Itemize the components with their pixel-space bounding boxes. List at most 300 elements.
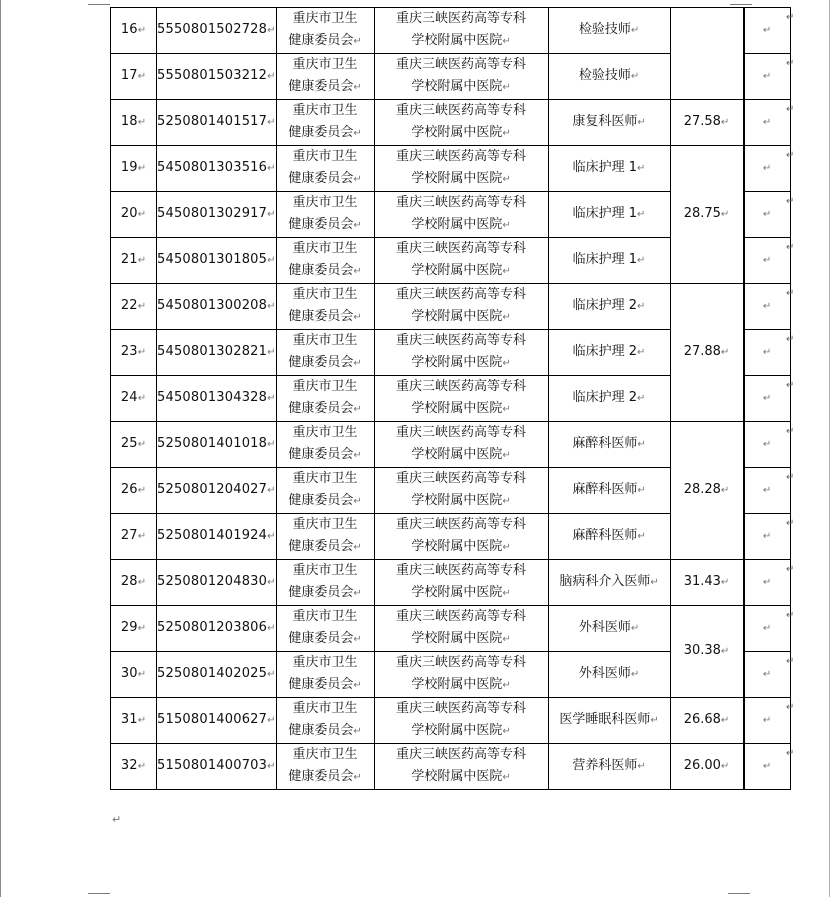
cell-end-mark: ↵	[637, 301, 646, 312]
seq-no-text: 22	[120, 298, 138, 313]
cell-candidate-id	[157, 652, 277, 698]
cell-end-mark: ↵	[353, 680, 362, 691]
cell-position	[548, 698, 670, 744]
cell-end-mark: ↵	[762, 393, 772, 404]
cell-end-mark: ↵	[267, 347, 276, 358]
unit-line-1: 重庆三峡医药高等专科	[396, 287, 527, 302]
crop-mark-bottom-left	[88, 893, 110, 894]
unit-line-2: 学校附属中医院	[411, 585, 503, 600]
unit-line-1: 重庆三峡医药高等专科	[396, 333, 527, 348]
cell-end-mark: ↵	[267, 255, 276, 266]
cell-end-mark: ↵	[137, 761, 147, 772]
unit-line-1: 重庆三峡医药高等专科	[396, 517, 527, 532]
position-text: 外科医师	[578, 666, 631, 681]
table-row	[111, 744, 791, 790]
department-line-2-wrap	[277, 766, 374, 789]
row-end-mark: ↵	[786, 288, 795, 299]
results-table	[110, 7, 791, 790]
cell-end-mark: ↵	[353, 128, 362, 139]
seq-no-text: 23	[120, 344, 138, 359]
score-value: 28.28	[683, 482, 721, 497]
cell-unit	[374, 744, 548, 790]
unit-line-2-wrap	[375, 352, 548, 375]
cell-unit	[374, 560, 548, 606]
cell-remark	[744, 468, 790, 514]
cell-remark	[744, 744, 790, 790]
position-text: 临床护理 1	[572, 160, 638, 175]
row-end-mark: ↵	[786, 656, 795, 667]
cell-end-mark: ↵	[502, 542, 511, 553]
cell-end-mark: ↵	[502, 36, 511, 47]
unit-line-2: 学校附属中医院	[411, 677, 503, 692]
cell-end-mark: ↵	[502, 772, 511, 783]
department-line-1: 重庆市卫生	[292, 11, 358, 26]
score-value: 28.75	[683, 206, 721, 221]
cell-department	[276, 468, 374, 514]
cell-end-mark: ↵	[353, 450, 362, 461]
cell-remark	[744, 376, 790, 422]
unit-line-2-wrap	[375, 444, 548, 467]
cell-unit	[374, 192, 548, 238]
paragraph-mark: ↵	[112, 813, 122, 826]
position-text: 检验技师	[578, 68, 631, 83]
cell-end-mark: ↵	[353, 82, 362, 93]
cell-end-mark: ↵	[720, 761, 730, 772]
cell-end-mark: ↵	[762, 209, 772, 220]
cell-remark	[744, 284, 790, 330]
cell-end-mark: ↵	[137, 669, 147, 680]
unit-line-2-wrap	[375, 490, 548, 513]
department-line-2-wrap	[277, 30, 374, 53]
cell-end-mark: ↵	[762, 255, 772, 266]
unit-line-2: 学校附属中医院	[411, 125, 503, 140]
cell-end-mark: ↵	[630, 669, 640, 680]
candidate-id-text: 5450801300208	[157, 298, 268, 313]
cell-score	[670, 560, 743, 606]
unit-line-1: 重庆三峡医药高等专科	[396, 609, 527, 624]
position-text: 临床护理 2	[572, 390, 638, 405]
cell-unit	[374, 284, 548, 330]
candidate-id-text: 5150801400703	[157, 758, 268, 773]
cell-end-mark: ↵	[353, 174, 362, 185]
cell-end-mark: ↵	[720, 117, 730, 128]
department-line-2: 健康委员会	[288, 401, 354, 416]
candidate-id-text: 5550801502728	[157, 22, 268, 37]
cell-remark	[744, 146, 790, 192]
cell-end-mark: ↵	[137, 485, 147, 496]
unit-line-2: 学校附属中医院	[411, 723, 503, 738]
cell-end-mark: ↵	[637, 393, 646, 404]
unit-line-2-wrap	[375, 674, 548, 697]
cell-end-mark: ↵	[353, 634, 362, 645]
unit-line-2: 学校附属中医院	[411, 309, 503, 324]
cell-end-mark: ↵	[267, 393, 276, 404]
position-text: 康复科医师	[572, 114, 638, 129]
unit-line-2-wrap	[375, 582, 548, 605]
row-end-mark: ↵	[786, 334, 795, 345]
cell-department	[276, 54, 374, 100]
cell-seq-no	[111, 560, 157, 606]
cell-department	[276, 100, 374, 146]
table-row	[111, 698, 791, 744]
unit-line-1: 重庆三峡医药高等专科	[396, 425, 527, 440]
department-line-1: 重庆市卫生	[292, 563, 358, 578]
cell-end-mark: ↵	[502, 726, 511, 737]
unit-line-2-wrap	[375, 720, 548, 743]
position-text: 脑病科介入医师	[559, 574, 651, 589]
cell-seq-no	[111, 8, 157, 54]
seq-no-text: 28	[120, 574, 138, 589]
cell-position	[548, 468, 670, 514]
cell-end-mark: ↵	[267, 25, 276, 36]
score-value: 26.00	[683, 758, 721, 773]
cell-position	[548, 284, 670, 330]
department-line-2: 健康委员会	[288, 217, 354, 232]
seq-no-text: 25	[120, 436, 138, 451]
position-text: 麻醉科医师	[572, 482, 638, 497]
cell-position	[548, 422, 670, 468]
unit-line-2: 学校附属中医院	[411, 355, 503, 370]
cell-end-mark: ↵	[137, 439, 147, 450]
cell-position	[548, 514, 670, 560]
seq-no-text: 20	[120, 206, 138, 221]
cell-department	[276, 698, 374, 744]
cell-end-mark: ↵	[630, 623, 640, 634]
position-text: 临床护理 2	[572, 344, 638, 359]
unit-line-2: 学校附属中医院	[411, 79, 503, 94]
department-line-2-wrap	[277, 306, 374, 329]
cell-department	[276, 192, 374, 238]
department-line-1: 重庆市卫生	[292, 287, 358, 302]
cell-end-mark: ↵	[762, 669, 772, 680]
cell-end-mark: ↵	[137, 715, 147, 726]
row-end-mark: ↵	[786, 702, 795, 713]
candidate-id-text: 5250801401924	[157, 528, 268, 543]
cell-end-mark: ↵	[762, 25, 772, 36]
cell-position	[548, 238, 670, 284]
unit-line-1: 重庆三峡医药高等专科	[396, 655, 527, 670]
unit-line-2: 学校附属中医院	[411, 33, 503, 48]
cell-end-mark: ↵	[353, 496, 362, 507]
cell-end-mark: ↵	[637, 531, 646, 542]
cell-end-mark: ↵	[720, 646, 730, 657]
seq-no-text: 24	[120, 390, 138, 405]
cell-seq-no	[111, 238, 157, 284]
seq-no-text: 17	[120, 68, 138, 83]
department-line-1: 重庆市卫生	[292, 241, 358, 256]
cell-seq-no	[111, 146, 157, 192]
unit-line-2: 学校附属中医院	[411, 263, 503, 278]
row-end-mark: ↵	[786, 380, 795, 391]
crop-mark-bottom-right	[728, 893, 750, 894]
department-line-1: 重庆市卫生	[292, 195, 358, 210]
cell-department	[276, 146, 374, 192]
seq-no-text: 26	[120, 482, 138, 497]
cell-candidate-id	[157, 238, 277, 284]
cell-end-mark: ↵	[637, 163, 646, 174]
seq-no-text: 31	[120, 712, 138, 727]
score-value: 27.58	[683, 114, 721, 129]
cell-remark	[744, 330, 790, 376]
cell-end-mark: ↵	[267, 669, 276, 680]
candidate-id-text: 5250801401517	[157, 114, 268, 129]
cell-end-mark: ↵	[502, 588, 511, 599]
cell-remark	[744, 238, 790, 284]
row-end-mark: ↵	[786, 748, 795, 759]
cell-end-mark: ↵	[502, 220, 511, 231]
table-row	[111, 606, 791, 652]
cell-remark	[744, 698, 790, 744]
department-line-2-wrap	[277, 352, 374, 375]
cell-end-mark: ↵	[353, 36, 362, 47]
unit-line-2-wrap	[375, 306, 548, 329]
department-line-1: 重庆市卫生	[292, 747, 358, 762]
candidate-id-text: 5450801303516	[157, 160, 268, 175]
cell-end-mark: ↵	[267, 485, 276, 496]
seq-no-text: 27	[120, 528, 138, 543]
cell-end-mark: ↵	[762, 163, 772, 174]
cell-end-mark: ↵	[762, 347, 772, 358]
seq-no-text: 16	[120, 22, 138, 37]
department-line-2-wrap	[277, 398, 374, 421]
crop-mark-top-right	[730, 4, 752, 5]
cell-end-mark: ↵	[137, 347, 147, 358]
unit-line-1: 重庆三峡医药高等专科	[396, 747, 527, 762]
position-text: 营养科医师	[572, 758, 638, 773]
department-line-2: 健康委员会	[288, 585, 354, 600]
cell-remark	[744, 192, 790, 238]
cell-position	[548, 192, 670, 238]
unit-line-2-wrap	[375, 766, 548, 789]
department-line-1: 重庆市卫生	[292, 609, 358, 624]
cell-position	[548, 54, 670, 100]
cell-seq-no	[111, 284, 157, 330]
cell-end-mark: ↵	[637, 439, 646, 450]
unit-line-1: 重庆三峡医药高等专科	[396, 701, 527, 716]
cell-end-mark: ↵	[762, 761, 772, 772]
department-line-2: 健康委员会	[288, 493, 354, 508]
cell-end-mark: ↵	[137, 117, 147, 128]
cell-end-mark: ↵	[762, 623, 772, 634]
cell-end-mark: ↵	[353, 266, 362, 277]
score-value: 26.68	[683, 712, 721, 727]
cell-end-mark: ↵	[720, 347, 730, 358]
cell-unit	[374, 8, 548, 54]
department-line-2-wrap	[277, 720, 374, 743]
cell-candidate-id	[157, 514, 277, 560]
candidate-id-text: 5250801204830	[157, 574, 268, 589]
cell-end-mark: ↵	[650, 715, 659, 726]
department-line-1: 重庆市卫生	[292, 517, 358, 532]
unit-line-2: 学校附属中医院	[411, 447, 503, 462]
department-line-1: 重庆市卫生	[292, 701, 358, 716]
department-line-2-wrap	[277, 444, 374, 467]
cell-score	[670, 146, 743, 284]
cell-end-mark: ↵	[637, 347, 646, 358]
position-text: 临床护理 1	[572, 252, 638, 267]
candidate-id-text: 5250801402025	[157, 666, 268, 681]
department-line-2: 健康委员会	[288, 447, 354, 462]
unit-line-2-wrap	[375, 30, 548, 53]
page-left-edge	[0, 0, 1, 897]
cell-end-mark: ↵	[630, 25, 640, 36]
cell-candidate-id	[157, 146, 277, 192]
row-end-mark: ↵	[786, 518, 795, 529]
unit-line-2: 学校附属中医院	[411, 769, 503, 784]
crop-mark-top-left	[88, 4, 110, 5]
unit-line-2: 学校附属中医院	[411, 401, 503, 416]
cell-unit	[374, 652, 548, 698]
department-line-2: 健康委员会	[288, 125, 354, 140]
cell-remark	[744, 100, 790, 146]
cell-candidate-id	[157, 100, 277, 146]
department-line-2: 健康委员会	[288, 769, 354, 784]
cell-unit	[374, 606, 548, 652]
unit-line-1: 重庆三峡医药高等专科	[396, 563, 527, 578]
cell-end-mark: ↵	[502, 312, 511, 323]
cell-end-mark: ↵	[502, 404, 511, 415]
cell-seq-no	[111, 330, 157, 376]
cell-end-mark: ↵	[137, 71, 147, 82]
department-line-1: 重庆市卫生	[292, 471, 358, 486]
cell-end-mark: ↵	[137, 209, 147, 220]
cell-seq-no	[111, 192, 157, 238]
candidate-id-text: 5150801400627	[157, 712, 268, 727]
cell-remark	[744, 422, 790, 468]
cell-score	[670, 284, 743, 422]
cell-department	[276, 514, 374, 560]
department-line-2-wrap	[277, 490, 374, 513]
row-end-mark: ↵	[786, 58, 795, 69]
cell-candidate-id	[157, 422, 277, 468]
seq-no-text: 32	[120, 758, 138, 773]
unit-line-2-wrap	[375, 214, 548, 237]
cell-score	[670, 606, 743, 698]
position-text: 临床护理 1	[572, 206, 638, 221]
cell-seq-no	[111, 100, 157, 146]
cell-end-mark: ↵	[267, 715, 276, 726]
cell-end-mark: ↵	[637, 209, 646, 220]
cell-candidate-id	[157, 284, 277, 330]
cell-end-mark: ↵	[137, 255, 147, 266]
cell-candidate-id	[157, 8, 277, 54]
cell-seq-no	[111, 698, 157, 744]
position-text: 麻醉科医师	[572, 436, 638, 451]
unit-line-1: 重庆三峡医药高等专科	[396, 379, 527, 394]
cell-department	[276, 8, 374, 54]
cell-remark	[744, 606, 790, 652]
candidate-id-text: 5450801304328	[157, 390, 268, 405]
row-end-mark: ↵	[786, 150, 795, 161]
cell-end-mark: ↵	[353, 726, 362, 737]
cell-candidate-id	[157, 560, 277, 606]
cell-end-mark: ↵	[267, 623, 276, 634]
cell-candidate-id	[157, 744, 277, 790]
cell-end-mark: ↵	[137, 163, 147, 174]
table-row	[111, 284, 791, 330]
unit-line-1: 重庆三峡医药高等专科	[396, 149, 527, 164]
cell-end-mark: ↵	[267, 117, 276, 128]
cell-unit	[374, 54, 548, 100]
unit-line-2: 学校附属中医院	[411, 171, 503, 186]
department-line-2-wrap	[277, 214, 374, 237]
row-end-mark: ↵	[786, 242, 795, 253]
score-value: 27.88	[683, 344, 721, 359]
cell-end-mark: ↵	[137, 531, 147, 542]
cell-remark	[744, 514, 790, 560]
unit-line-2-wrap	[375, 398, 548, 421]
cell-position	[548, 376, 670, 422]
department-line-2-wrap	[277, 582, 374, 605]
department-line-2: 健康委员会	[288, 723, 354, 738]
row-end-mark: ↵	[786, 104, 795, 115]
cell-end-mark: ↵	[502, 634, 511, 645]
cell-end-mark: ↵	[502, 174, 511, 185]
cell-score	[670, 422, 743, 560]
cell-position	[548, 330, 670, 376]
cell-position	[548, 560, 670, 606]
cell-unit	[374, 330, 548, 376]
cell-end-mark: ↵	[502, 266, 511, 277]
cell-end-mark: ↵	[762, 301, 772, 312]
candidate-id-text: 5450801302917	[157, 206, 268, 221]
department-line-2-wrap	[277, 628, 374, 651]
position-text: 医学睡眠科医师	[559, 712, 651, 727]
cell-unit	[374, 514, 548, 560]
cell-position	[548, 606, 670, 652]
cell-seq-no	[111, 376, 157, 422]
cell-end-mark: ↵	[353, 358, 362, 369]
cell-end-mark: ↵	[502, 450, 511, 461]
cell-seq-no	[111, 54, 157, 100]
cell-end-mark: ↵	[267, 439, 276, 450]
unit-line-1: 重庆三峡医药高等专科	[396, 11, 527, 26]
cell-end-mark: ↵	[267, 761, 276, 772]
cell-score	[670, 698, 743, 744]
cell-end-mark: ↵	[720, 209, 730, 220]
cell-score	[670, 100, 743, 146]
cell-end-mark: ↵	[137, 577, 147, 588]
cell-end-mark: ↵	[720, 577, 730, 588]
cell-end-mark: ↵	[267, 163, 276, 174]
cell-department	[276, 330, 374, 376]
cell-candidate-id	[157, 54, 277, 100]
seq-no-text: 21	[120, 252, 138, 267]
cell-seq-no	[111, 606, 157, 652]
candidate-id-text: 5250801401018	[157, 436, 268, 451]
cell-department	[276, 376, 374, 422]
department-line-1: 重庆市卫生	[292, 103, 358, 118]
department-line-1: 重庆市卫生	[292, 379, 358, 394]
cell-end-mark: ↵	[637, 255, 646, 266]
cell-end-mark: ↵	[267, 577, 276, 588]
cell-department	[276, 238, 374, 284]
cell-position	[548, 652, 670, 698]
table-row	[111, 100, 791, 146]
unit-line-2-wrap	[375, 122, 548, 145]
department-line-2: 健康委员会	[288, 33, 354, 48]
score-value: 31.43	[683, 574, 721, 589]
cell-end-mark: ↵	[267, 531, 276, 542]
cell-candidate-id	[157, 606, 277, 652]
unit-line-1: 重庆三峡医药高等专科	[396, 103, 527, 118]
row-end-mark: ↵	[786, 564, 795, 575]
position-text: 临床护理 2	[572, 298, 638, 313]
cell-seq-no	[111, 514, 157, 560]
cell-unit	[374, 146, 548, 192]
unit-line-2-wrap	[375, 536, 548, 559]
cell-end-mark: ↵	[137, 393, 147, 404]
